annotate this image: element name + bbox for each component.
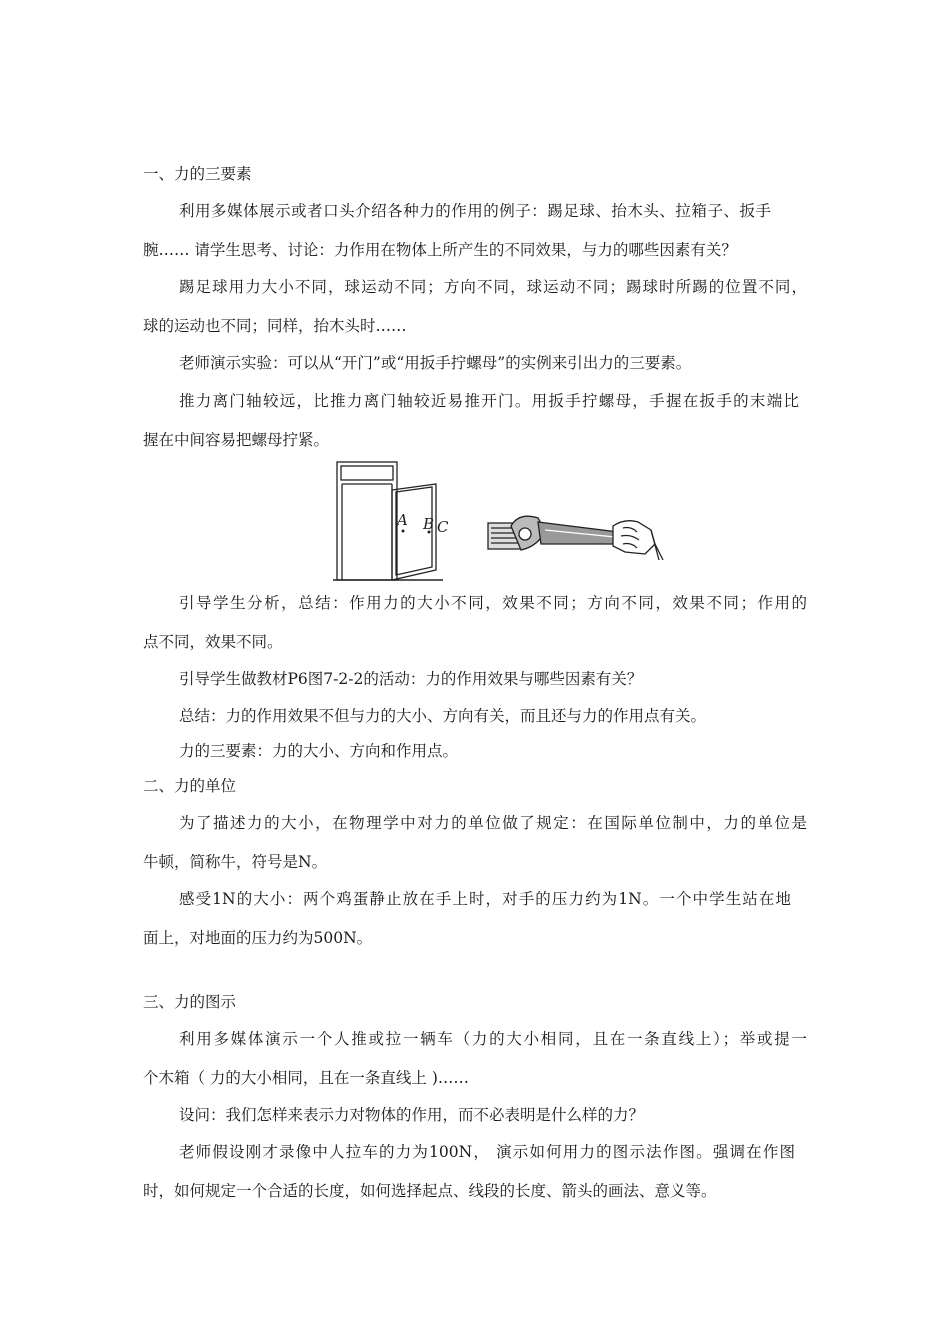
paragraph-line: 老师假设刚才录像中人拉车的力为100N， 演示如何用力的图示法作图。强调在作图 bbox=[179, 1143, 795, 1161]
section-heading-2: 二、力的单位 bbox=[143, 777, 237, 795]
paragraph-line: 老师演示实验：可以从“开门”或“用扳手拧螺母”的实例来引出力的三要素。 bbox=[179, 354, 692, 372]
paragraph-line: 踢足球用力大小不同，球运动不同；方向不同，球运动不同；踢球时所踢的位置不同， bbox=[179, 278, 807, 296]
paragraph-line: 感受1N的大小：两个鸡蛋静止放在手上时，对手的压力约为1N。一个中学生站在地 bbox=[179, 890, 791, 908]
section-heading-3: 三、力的图示 bbox=[143, 993, 237, 1011]
paragraph-line: 牛顿，简称牛，符号是N。 bbox=[143, 853, 328, 871]
paragraph-line: 面上，对地面的压力约为500N。 bbox=[143, 929, 373, 947]
paragraph-line: 为了描述力的大小，在物理学中对力的单位做了规定：在国际单位制中，力的单位是 bbox=[179, 814, 807, 832]
label-c: C bbox=[437, 518, 449, 536]
paragraph-line: 推力离门轴较远，比推力离门轴较近易推开门。用扳手拧螺母，手握在扳手的末端比 bbox=[179, 392, 799, 410]
paragraph-line: 利用多媒体展示或者口头介绍各种力的作用的例子：踢足球、抬木头、拉箱子、扳手 bbox=[179, 202, 771, 220]
door-and-wrench-figure bbox=[333, 460, 673, 585]
paragraph-line: 利用多媒体演示一个人推或拉一辆车（力的大小相同，且在一条直线上）；举或提一 bbox=[179, 1030, 807, 1048]
paragraph-line: 时，如何规定一个合适的长度，如何选择起点、线段的长度、箭头的画法、意义等。 bbox=[143, 1182, 717, 1200]
paragraph-line: 引导学生分析，总结：作用力的大小不同，效果不同；方向不同，效果不同；作用的 bbox=[179, 594, 807, 612]
paragraph-line: 握在中间容易把螺母拧紧。 bbox=[143, 431, 330, 449]
label-b: B bbox=[423, 515, 435, 533]
paragraph-line: 力的三要素：力的大小、方向和作用点。 bbox=[179, 742, 459, 760]
paragraph-line: 球的运动也不同；同样，抬木头时…… bbox=[143, 317, 407, 335]
section-heading-1: 一、力的三要素 bbox=[143, 165, 252, 183]
paragraph-line: 总结：力的作用效果不但与力的大小、方向有关，而且还与力的作用点有关。 bbox=[179, 707, 707, 725]
wrench-hand-drawing bbox=[488, 516, 663, 560]
paragraph-line: 设问：我们怎样来表示力对物体的作用，而不必表明是什么样的力？ bbox=[179, 1106, 645, 1124]
label-a: A bbox=[397, 511, 408, 529]
paragraph-line: 腕…… 请学生思考、讨论：力作用在物体上所产生的不同效果，与力的哪些因素有关？ bbox=[143, 241, 737, 259]
paragraph-line: 点不同，效果不同。 bbox=[143, 633, 283, 651]
paragraph-line: 个木箱（ 力的大小相同，且在一条直线上 )…… bbox=[143, 1069, 469, 1087]
paragraph-line: 引导学生做教材P6图7-2-2的活动：力的作用效果与哪些因素有关？ bbox=[179, 670, 643, 688]
